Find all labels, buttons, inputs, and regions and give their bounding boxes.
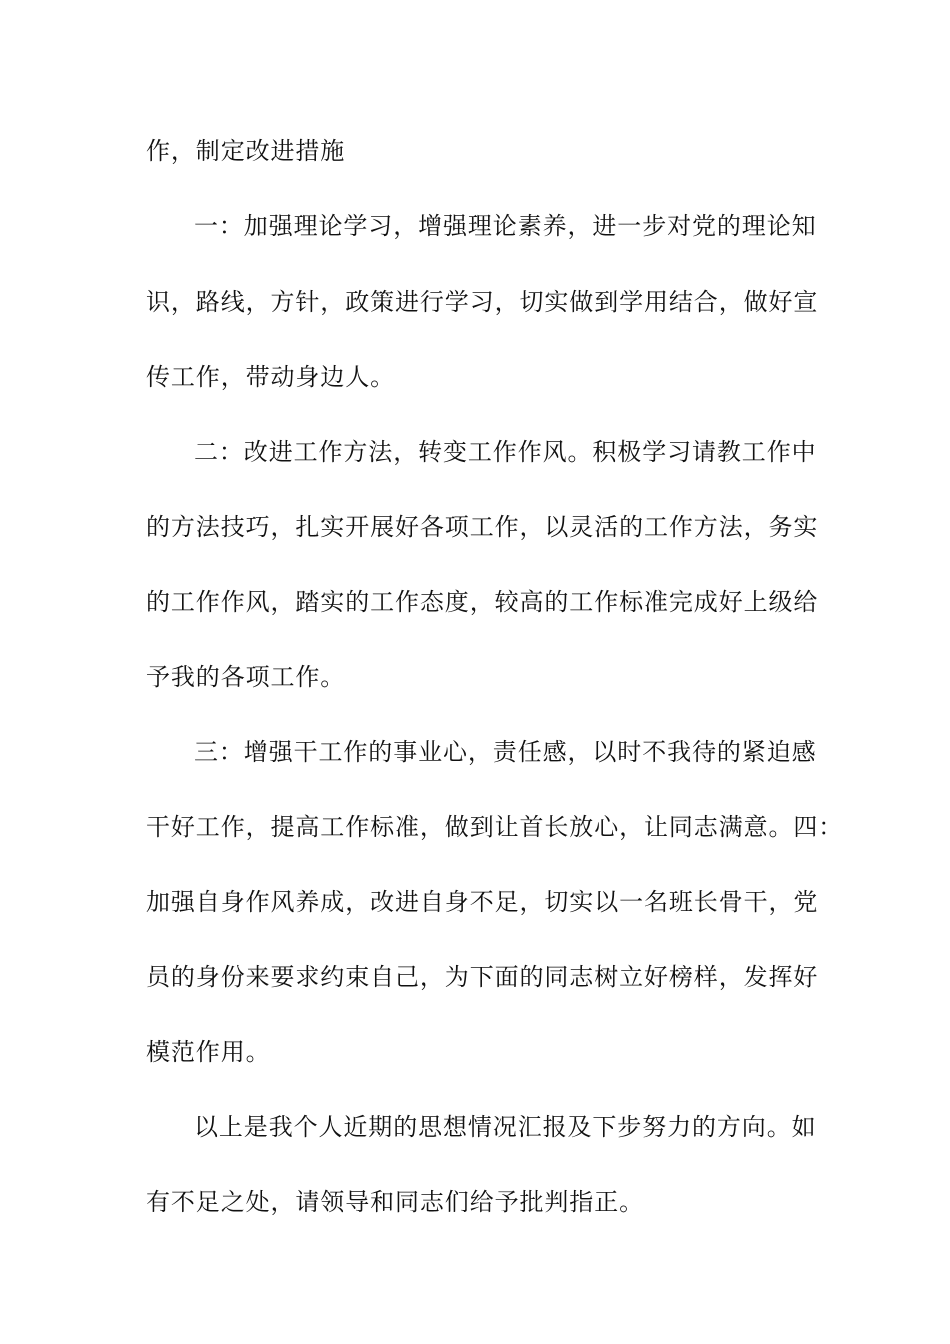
text-line: 干好工作，提高工作标准，做到让首长放心，让同志满意。四： — [146, 813, 844, 841]
text-line: 一：加强理论学习，增强理论素养，进一步对党的理论知 — [194, 212, 817, 240]
text-line: 作，制定改进措施 — [146, 137, 346, 165]
text-line: 以上是我个人近期的思想情况汇报及下步努力的方向。如 — [194, 1113, 817, 1141]
text-line: 二：改进工作方法，转变工作作风。积极学习请教工作中 — [194, 438, 817, 466]
text-line: 模范作用。 — [146, 1038, 271, 1066]
text-line: 的方法技巧，扎实开展好各项工作，以灵活的工作方法，务实 — [146, 513, 819, 541]
text-line: 予我的各项工作。 — [146, 663, 346, 691]
text-line: 识，路线，方针，政策进行学习，切实做到学用结合，做好宣 — [146, 288, 819, 316]
text-line: 员的身份来要求约束自己，为下面的同志树立好榜样，发挥好 — [146, 963, 819, 991]
text-line: 三：增强干工作的事业心，责任感，以时不我待的紧迫感 — [194, 738, 817, 766]
text-line: 有不足之处，请领导和同志们给予批判指正。 — [146, 1188, 644, 1216]
text-line: 加强自身作风养成，改进自身不足，切实以一名班长骨干，党 — [146, 888, 819, 916]
text-line: 传工作，带动身边人。 — [146, 363, 395, 391]
text-line: 的工作作风，踏实的工作态度，较高的工作标准完成好上级给 — [146, 588, 819, 616]
